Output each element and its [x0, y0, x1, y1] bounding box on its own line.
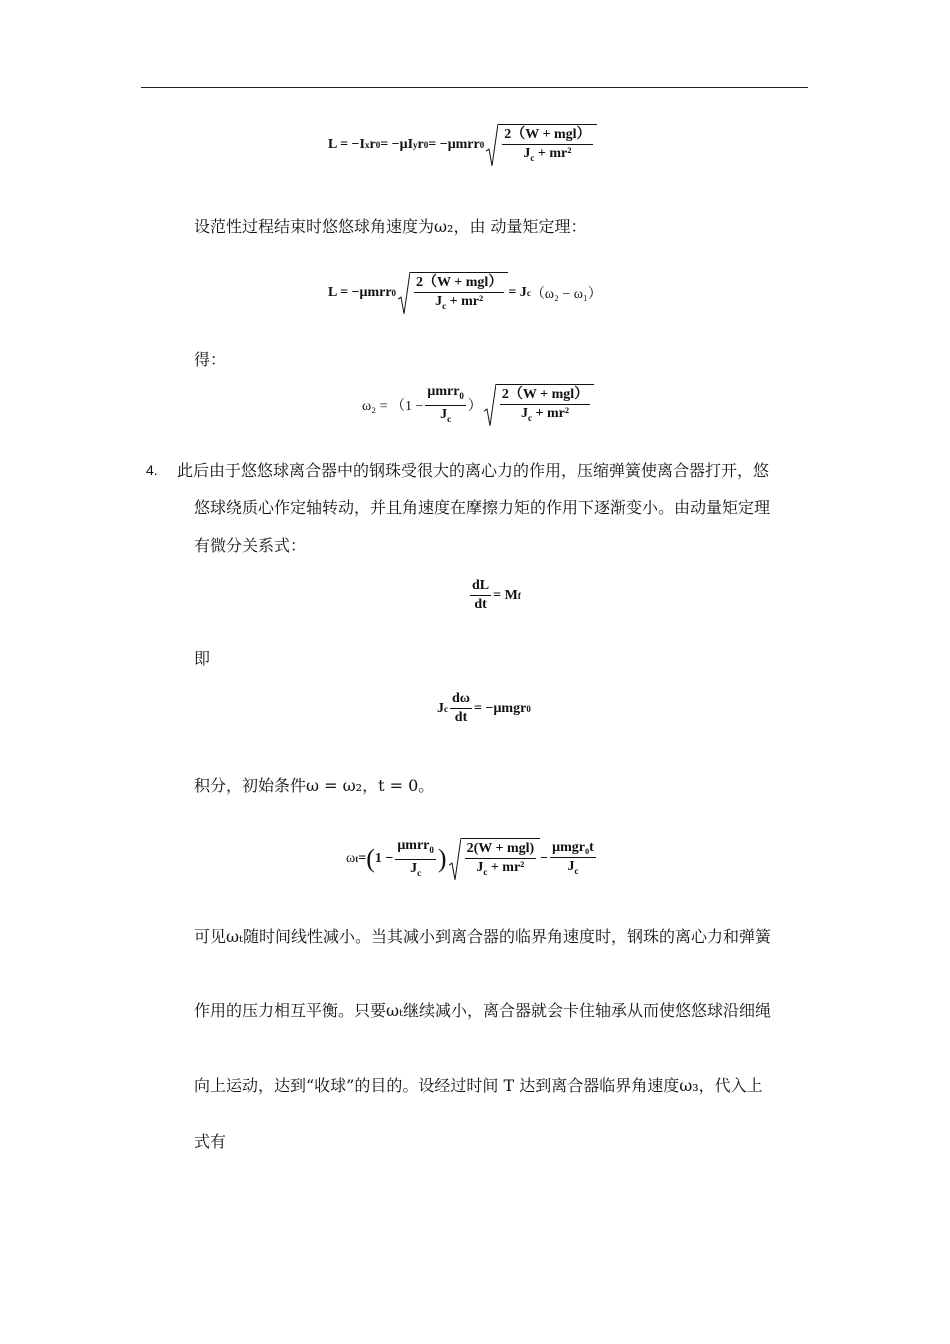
- list-number: 4.: [146, 462, 158, 478]
- item4-line3: 有微分关系式：: [194, 536, 307, 555]
- sqrt-6: $\frac{\text{2(W + mgl)}}{J_c + mr^2}$: [449, 838, 541, 880]
- equation-3: ω₂ = （1 − $\frac{\mu mrr_0}{J_c}$ ） $\frac{\text{2（W + mgl）}}{J_c + mr^2}$: [362, 384, 594, 427]
- equation-4: $\frac{dL}{dt}$ = M f: [472, 578, 521, 612]
- paragraph-7: 向上运动，达到“收球”的目的。设经过时间 T 达到离合器临界角速度ω₃，代入上: [194, 1076, 763, 1095]
- equation-1: L = −I x r 0 = −μI y r 0 = −μmrr 0 $\frac{\text{2（W + mgl）}}{J_c + mr^2}$: [328, 124, 597, 166]
- paragraph-1: 设范性过程结束时悠悠球角速度为ω₂，由 动量矩定理：: [194, 217, 587, 236]
- paragraph-2: 得：: [194, 350, 227, 369]
- paragraph-8: 式有: [194, 1132, 227, 1151]
- sqrt-2: $\frac{\text{2（W + mgl）}}{J_c + mr^2}$: [398, 272, 508, 314]
- paragraph-5: 可见ωₜ随时间线性减小。当其减小到离合器的临界角速度时，钢珠的离心力和弹簧: [194, 927, 771, 946]
- equation-6: ω t = ( 1 − $\frac{\mu mrr_0}{J_c}$ ) $\frac{\text{2(W + mgl)}}{J_c + mr^2}$ − $\frac{\text{μmgr₀t}}{J_c}$: [346, 838, 598, 881]
- header-rule: [141, 87, 808, 88]
- paragraph-6: 作用的压力相互平衡。只要ωₜ继续减小，离合器就会卡住轴承从而使悠悠球沿细绳: [194, 1001, 771, 1020]
- item4-line2: 悠球绕质心作定轴转动，并且角速度在摩擦力矩的作用下逐渐变小。由动量矩定理: [194, 498, 771, 517]
- sqrt-3: $\frac{\text{2（W + mgl）}}{J_c + mr^2}$: [484, 384, 594, 426]
- equation-5: J c $\frac{d\omega}{dt}$ = −μmgr 0: [437, 691, 531, 725]
- paragraph-3: 即: [194, 649, 211, 668]
- paragraph-4: 积分，初始条件ω = ω₂，t = 0。: [194, 776, 435, 795]
- item4-line1: 此后由于悠悠球离合器中的钢珠受很大的离心力的作用，压缩弹簧使离合器打开，悠: [177, 461, 770, 480]
- sqrt-1: $\frac{\text{2（W + mgl）}}{J_c + mr^2}$: [486, 124, 596, 166]
- equation-2: L = −μmrr 0 $\frac{\text{2（W + mgl）}}{J_c + mr^2}$ = J c （ω₂ − ω₁）: [328, 272, 602, 314]
